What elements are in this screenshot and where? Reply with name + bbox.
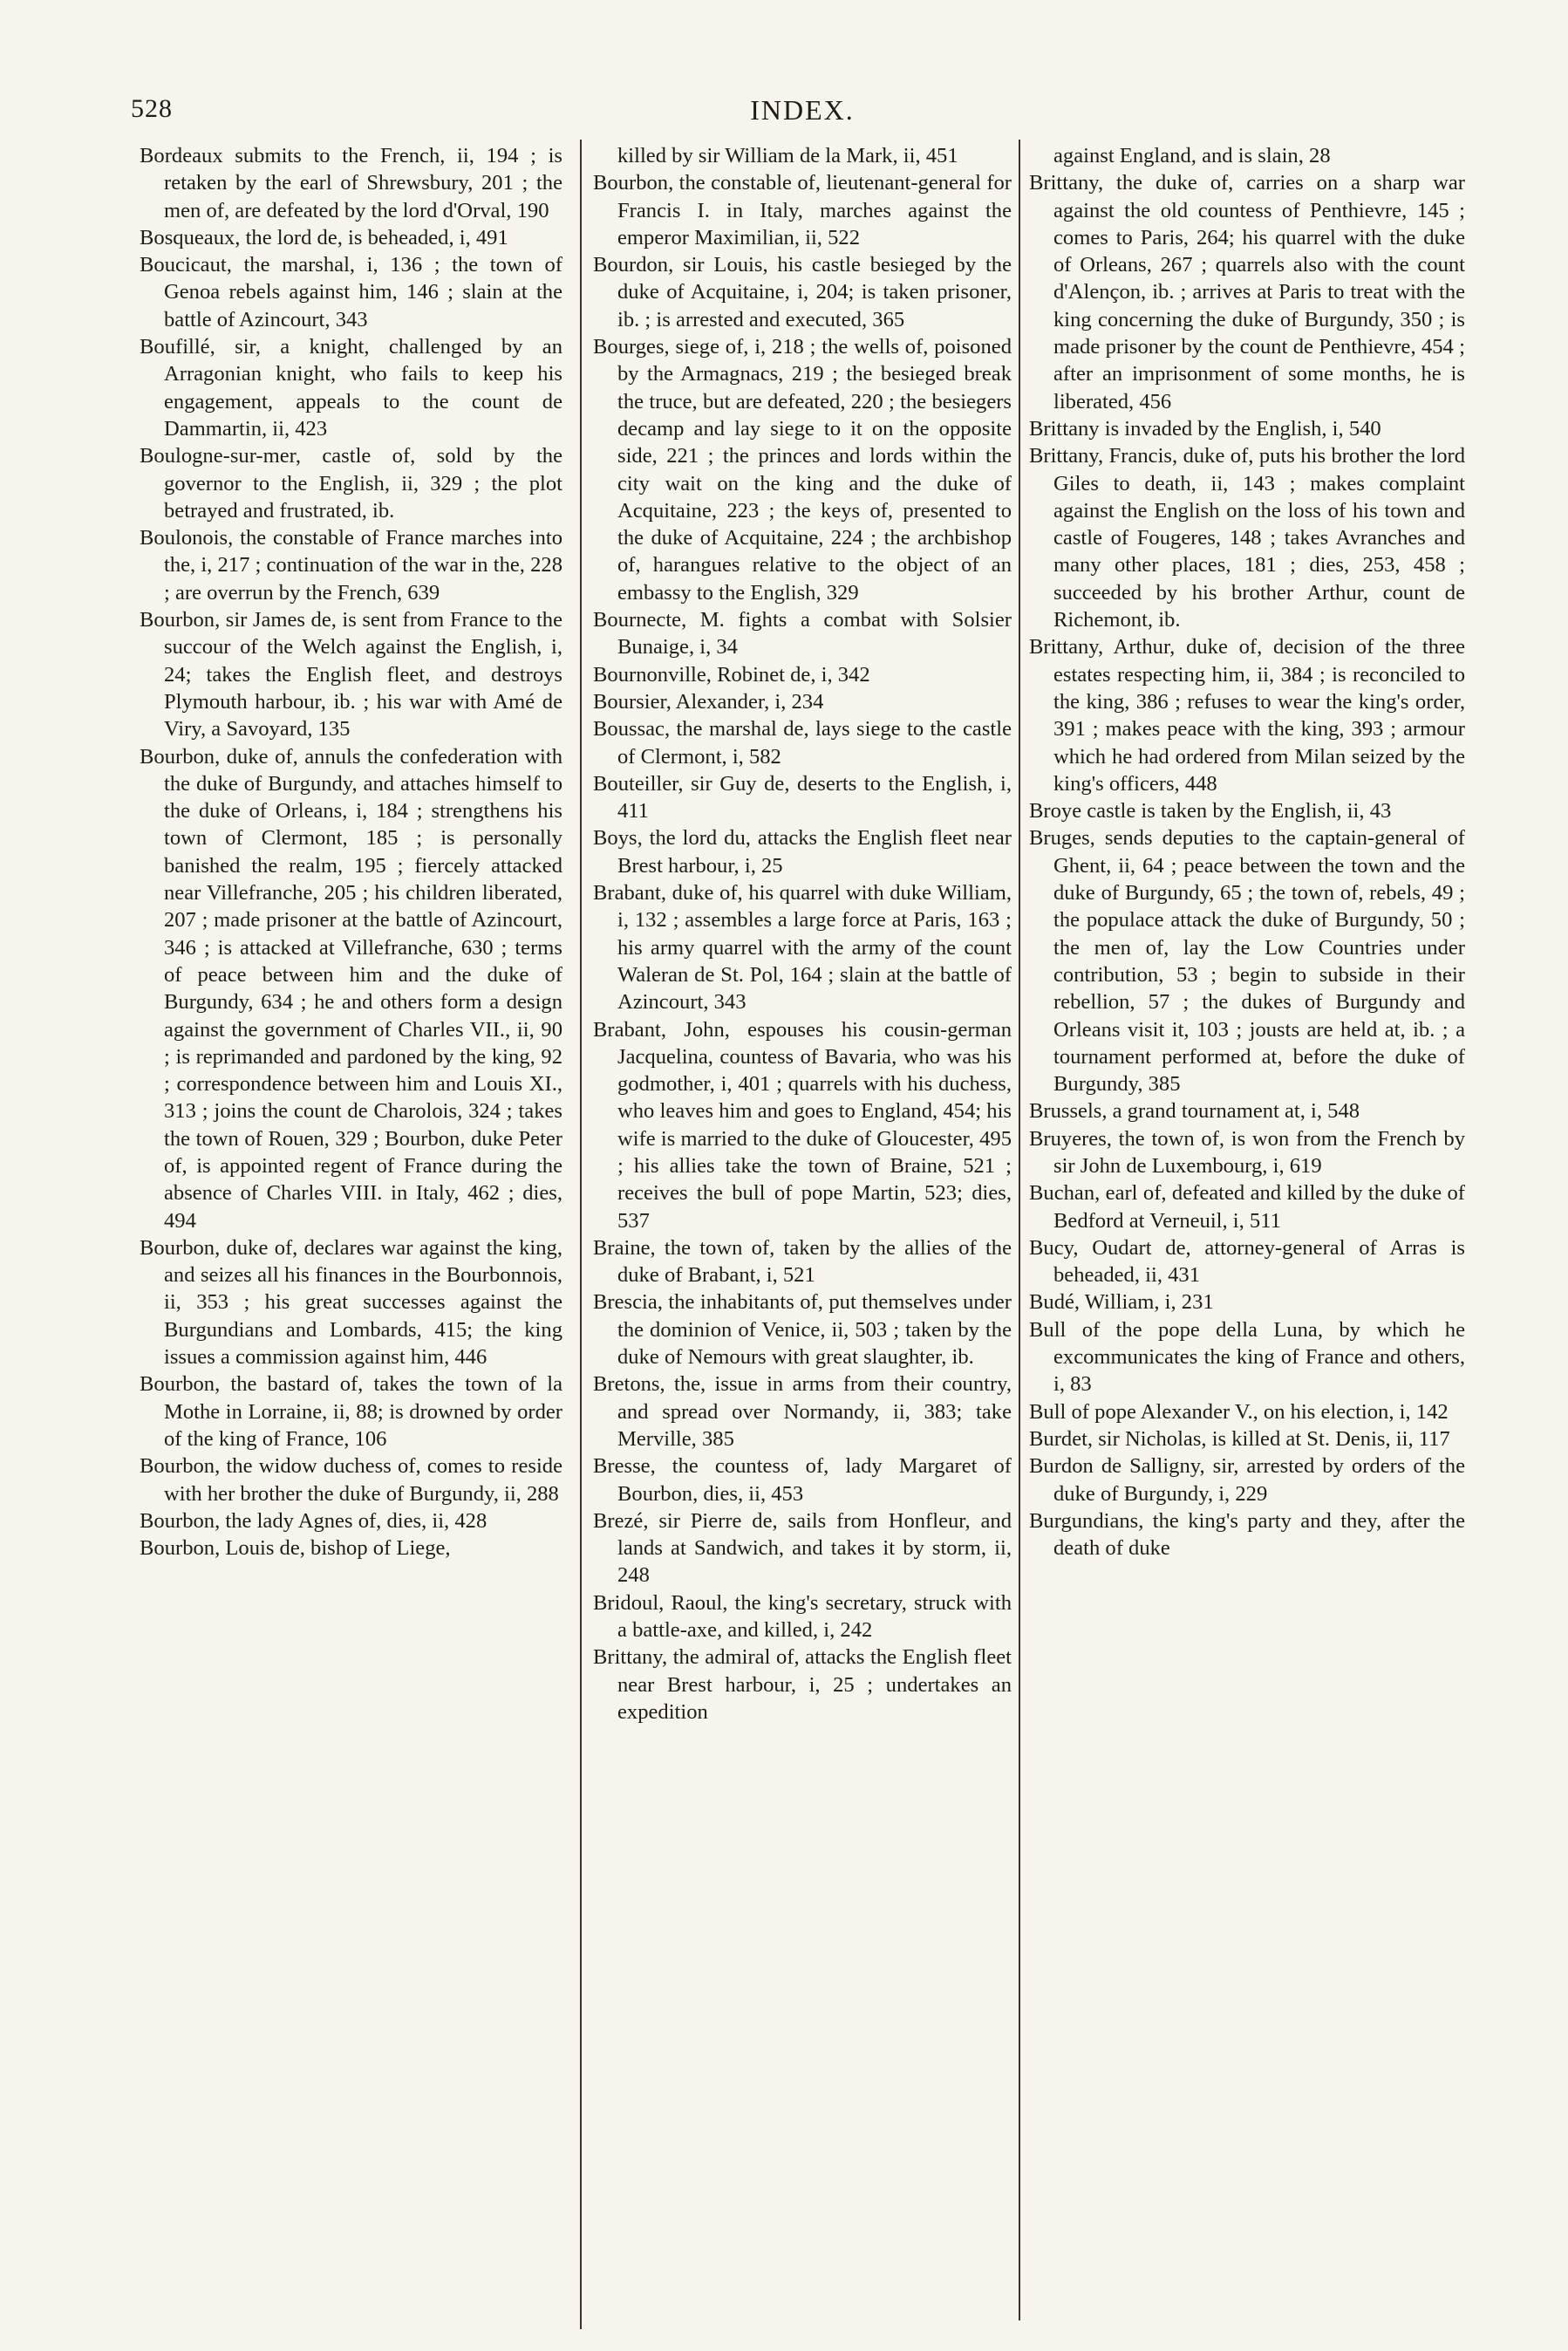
index-entry: Brabant, John, espouses his cousin-german Jacquelina, countess of Bavaria, who was his godmother, i, 401 ; quarrels with his duchess, who leaves him and goes to England, 454; his wife is married to the duke of Gloucester, 495 ; his allies take the town of Braine, 521 ; receives the bull of pope Martin, 523; dies, 537 bbox=[593, 1017, 1012, 1233]
index-entry: Bourbon, sir James de, is sent from France to the succour of the Welch against the English, i, 24; takes the English fleet, and destroys Plymouth harbour, ib. ; his war with Amé de Viry, a Savoyard, 135 bbox=[140, 608, 562, 742]
index-entry: Bournonville, Robinet de, i, 342 bbox=[593, 662, 870, 687]
page-header bbox=[131, 94, 1474, 129]
index-entry: Bourbon, duke of, annuls the confederation with the duke of Burgundy, and attaches himself to the duke of Orleans, i, 184 ; strengthens his town of Clermont, 185 ; is personally banished the realm, 195 ; fiercely attacked near Villefranche, 205 ; his children liberated, 207 ; made prisoner at the battle of Azincourt, 346 ; is attacked at Villefranche, 630 ; terms of peace between him and the duke of Burgundy, 634 ; he and others form a design against the government of Charles VII., ii, 90 ; is reprimanded and pardoned by the king, 92 ; correspondence between him and Louis XI., 313 ; joins the count de Charolois, 324 ; takes the town of Rouen, 329 ; Bourbon, duke Peter of, is appointed regent of France during the absence of Charles VIII. in Italy, 462 ; dies, 494 bbox=[140, 744, 562, 1233]
index-entry: Bournecte, M. fights a combat with Solsier Bunaige, i, 34 bbox=[593, 608, 1012, 660]
index-entry: Brabant, duke of, his quarrel with duke William, i, 132 ; assembles a large force at Paris, 163 ; his army quarrel with the army of the count Waleran de St. Pol, 164 ; slain at the battle of Azincourt, 343 bbox=[593, 881, 1012, 1015]
index-entry: Bruyeres, the town of, is won from the French by sir John de Luxembourg, i, 619 bbox=[1029, 1126, 1465, 1178]
index-entry: Bourbon, the lady Agnes of, dies, ii, 428 bbox=[140, 1508, 487, 1533]
index-entry: Boys, the lord du, attacks the English fleet near Brest harbour, i, 25 bbox=[593, 826, 1012, 878]
index-column-1 bbox=[140, 142, 562, 2323]
index-entry: Boursier, Alexander, i, 234 bbox=[593, 689, 824, 714]
index-entry: Boufillé, sir, a knight, challenged by an Arragonian knight, who fails to keep his engagement, appeals to the count de Dammartin, ii, 423 bbox=[140, 335, 562, 441]
index-entry: Budé, William, i, 231 bbox=[1029, 1290, 1214, 1315]
index-entry: Bresse, the countess of, lady Margaret of Bourbon, dies, ii, 453 bbox=[593, 1454, 1012, 1506]
index-entry: Brittany is invaded by the English, i, 540 bbox=[1029, 416, 1381, 441]
index-entry: Bourbon, Louis de, bishop of Liege, bbox=[140, 1536, 451, 1561]
index-entry: Bull of pope Alexander V., on his election, i, 142 bbox=[1029, 1399, 1449, 1424]
index-entry: Brittany, Arthur, duke of, decision of the three estates respecting him, ii, 384 ; is reconciled to the king, 386 ; refuses to wear the king's order, 391 ; makes peace with the king, 393 ; armour which he had ordered from Milan seized by the king's officers, 448 bbox=[1029, 635, 1465, 796]
index-entry: against England, and is slain, 28 bbox=[1053, 144, 1331, 167]
index-entry: Boulogne-sur-mer, castle of, sold by the governor to the English, ii, 329 ; the plot betrayed and frustrated, ib. bbox=[140, 444, 562, 523]
index-entry: Boucicaut, the marshal, i, 136 ; the town of Genoa rebels against him, 146 ; slain at the battle of Azincourt, 343 bbox=[140, 253, 562, 331]
index-entry: Boussac, the marshal de, lays siege to the castle of Clermont, i, 582 bbox=[593, 717, 1012, 769]
index-entry: Brittany, the admiral of, attacks the English fleet near Brest harbour, i, 25 ; undertakes an expedition bbox=[593, 1645, 1012, 1724]
index-entry: Bourbon, duke of, declares war against the king, and seizes all his finances in the Bourbonnois, ii, 353 ; his great successes against the Burgundians and Lombards, 415; the king issues a commission against him, 446 bbox=[140, 1235, 562, 1370]
index-entry: Burdet, sir Nicholas, is killed at St. Denis, ii, 117 bbox=[1029, 1426, 1450, 1451]
index-column-3 bbox=[1029, 142, 1465, 2323]
index-entry: Bull of the pope della Luna, by which he excommunicates the king of France and others, i, 83 bbox=[1029, 1317, 1465, 1397]
index-entry: Bourbon, the widow duchess of, comes to reside with her brother the duke of Burgundy, ii, 288 bbox=[140, 1454, 562, 1506]
index-entry: Brittany, the duke of, carries on a sharp war against the old countess of Penthievre, 145 ; comes to Paris, 264; his quarrel with the duke of Orleans, 267 ; quarrels also with the count d'Alençon, ib. ; arrives at Paris to treat with the king concerning the duke of Burgundy, 350 ; is made prisoner by the count de Penthievre, 454 ; after an imprisonment of some months, he is liberated, 456 bbox=[1029, 171, 1465, 413]
index-entry: Burgundians, the king's party and they, after the death of duke bbox=[1029, 1508, 1465, 1561]
index-column-2 bbox=[593, 142, 1012, 2323]
index-entry: Bucy, Oudart de, attorney-general of Arras is beheaded, ii, 431 bbox=[1029, 1235, 1465, 1288]
index-entry: killed by sir William de la Mark, ii, 451 bbox=[617, 144, 958, 167]
page-number: 528 bbox=[131, 94, 173, 123]
index-entry: Bourbon, the constable of, lieutenant-general for Francis I. in Italy, marches against the emperor Maximilian, ii, 522 bbox=[593, 171, 1012, 249]
index-entry: Brezé, sir Pierre de, sails from Honfleur, and lands at Sandwich, and takes it by storm, ii, 248 bbox=[593, 1508, 1012, 1588]
index-entry: Brittany, Francis, duke of, puts his brother the lord Giles to death, ii, 143 ; makes complaint against the English on the loss of his town and castle of Fougeres, 148 ; takes Avranches and many other places, 181 ; dies, 253, 458 ; succeeded by his brother Arthur, count de Richemont, ib. bbox=[1029, 444, 1465, 632]
index-entry: Bouteiller, sir Guy de, deserts to the English, i, 411 bbox=[593, 771, 1012, 824]
index-entry: Bourdon, sir Louis, his castle besieged by the duke of Acquitaine, i, 204; is taken prisoner, ib. ; is arrested and executed, 365 bbox=[593, 253, 1012, 331]
index-entry: Bretons, the, issue in arms from their country, and spread over Normandy, ii, 383; take Merville, 385 bbox=[593, 1372, 1012, 1451]
index-entry: Bordeaux submits to the French, ii, 194 ; is retaken by the earl of Shrewsbury, 201 ; the men of, are defeated by the lord d'Orval, 190 bbox=[140, 144, 562, 222]
index-entry: Bruges, sends deputies to the captain-general of Ghent, ii, 64 ; peace between the town and the duke of Burgundy, 65 ; the town of, rebels, 49 ; the populace attack the duke of Burgundy, 50 ; the men of, lay the Low Countries under contribution, 53 ; begin to subside in their rebellion, 57 ; the dukes of Burgundy and Orleans visit it, 103 ; jousts are held at, ib. ; a tournament performed at, before the duke of Burgundy, 385 bbox=[1029, 826, 1465, 1097]
index-entry: Braine, the town of, taken by the allies of the duke of Brabant, i, 521 bbox=[593, 1235, 1012, 1288]
column-divider bbox=[580, 140, 582, 2329]
index-entry: Bourbon, the bastard of, takes the town of la Mothe in Lorraine, ii, 88; is drowned by order of the king of France, 106 bbox=[140, 1372, 562, 1451]
index-entry: Boulonois, the constable of France marches into the, i, 217 ; continuation of the war in the, 228 ; are overrun by the French, 639 bbox=[140, 526, 562, 605]
index-entry: Brussels, a grand tournament at, i, 548 bbox=[1029, 1099, 1360, 1124]
index-entry: Bosqueaux, the lord de, is beheaded, i, 491 bbox=[140, 225, 508, 249]
index-entry: Brescia, the inhabitants of, put themselves under the dominion of Venice, ii, 503 ; taken by the duke of Nemours with great slaughter, ib. bbox=[593, 1290, 1012, 1370]
column-divider bbox=[1019, 140, 1020, 2320]
index-entry: Burdon de Salligny, sir, arrested by orders of the duke of Burgundy, i, 229 bbox=[1029, 1454, 1465, 1506]
index-entry: Bridoul, Raoul, the king's secretary, struck with a battle-axe, and killed, i, 242 bbox=[593, 1590, 1012, 1643]
index-entry: Buchan, earl of, defeated and killed by the duke of Bedford at Verneuil, i, 511 bbox=[1029, 1181, 1465, 1233]
index-entry: Bourges, siege of, i, 218 ; the wells of, poisoned by the Armagnacs, 219 ; the besieged break the truce, but are defeated, 220 ; the besiegers decamp and lay siege to it on the opposite side, 221 ; the princes and lords within the city wait on the king and the duke of Acquitaine, 223 ; the keys of, presented to the duke of Acquitaine, 224 ; the archbishop of, harangues relative to the object of an embassy to the English, 329 bbox=[593, 335, 1012, 605]
index-entry: Broye castle is taken by the English, ii, 43 bbox=[1029, 799, 1392, 824]
running-head-title: INDEX. bbox=[750, 94, 855, 126]
